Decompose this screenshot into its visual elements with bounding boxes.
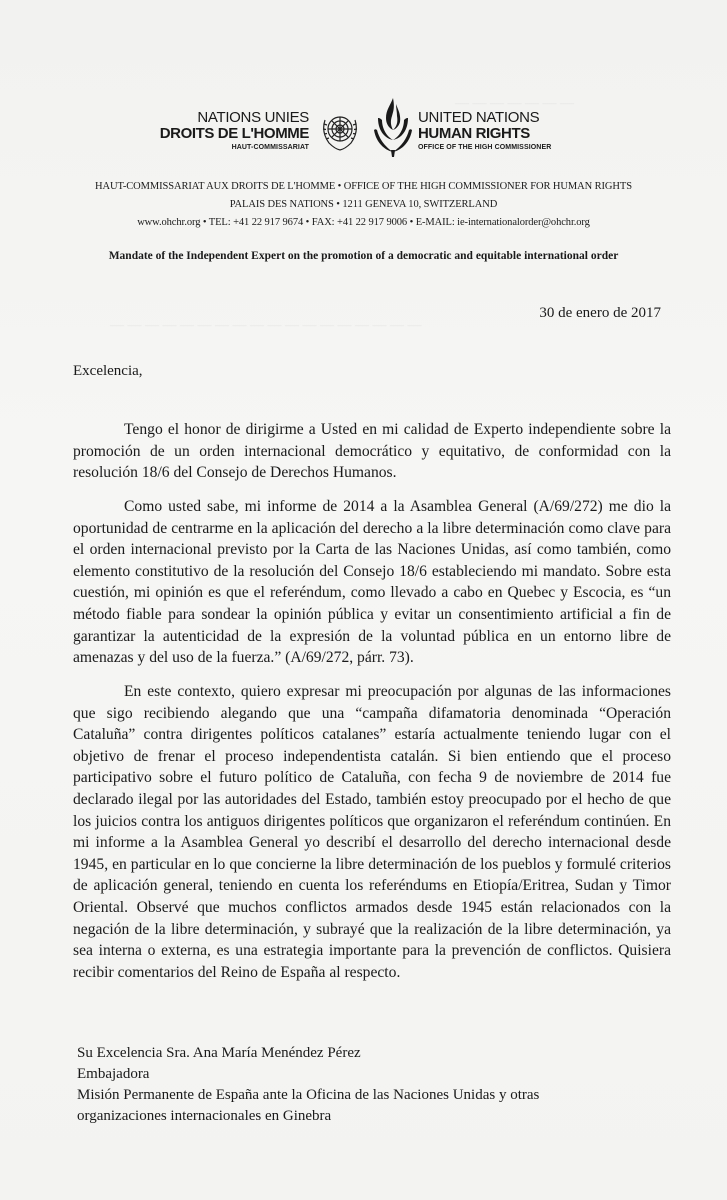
un-emblem-icon — [317, 108, 363, 154]
human-rights-flame-icon — [372, 96, 414, 158]
mandate-heading: Mandate of the Independent Expert on the promotion of a democratic and equitable international order — [108, 250, 619, 262]
letterhead-left-name: NATIONS UNIES — [197, 109, 309, 126]
bleed-through-text: — — — — — — — — [455, 96, 574, 111]
address-line-2: PALAIS DES NATIONS • 1211 GENEVA 10, SWITZERLAND — [229, 199, 498, 210]
recipient-name: Su Excelencia Sra. Ana María Menéndez Pérez — [77, 1045, 361, 1061]
letterhead-right-sub: HUMAN RIGHTS — [418, 125, 530, 142]
letterhead-english — [418, 110, 551, 151]
letterhead-right-name: UNITED NATIONS — [418, 109, 540, 126]
letterhead — [0, 88, 727, 168]
letterhead-left-small: HAUT-COMMISSARIAT — [231, 144, 309, 151]
letterhead-left-sub: DROITS DE L'HOMME — [159, 125, 309, 142]
letter-date: 30 de enero de 2017 — [539, 305, 661, 321]
body-paragraph-3: En este contexto, quiero expresar mi preocupación por algunas de las informaciones que sigo recibiendo alegando que una “campaña difamatoria denominada “Operación Cataluña” contra dirigentes políticos catalanes” estaría actualmente teniendo lugar con el objetivo de frenar el proceso independentista catalán. Si bien entiendo que el proceso participativo sobre el futuro político de Cataluña, con fecha 9 de noviembre de 2014 fue declarado ilegal por las autoridades del Estado, también estoy preocupado por el hecho de que los juicios contra los antiguos dirigentes políticos que organizaron el referéndum continúen. En mi informe a la Asamblea General yo describí el desarrollo del derecho internacional desde 1945, en particular en lo que concierne la libre determinación de los pueblos y formulé criterios de aplicación general, teniendo en cuenta los referéndums en Etiopía/Eritrea, Sudan y Timor Oriental. Observé que muchos conflictos armados desde 1945 están relacionados con la negación de la libre determinación, y subrayé que la realización de la libre determinación, ya sea interna o externa, es una estrategia importante para la prevención de conflictos. Quisiera recibir comentarios del Reino de España al respecto. — [73, 683, 671, 981]
body-paragraph-1: Tengo el honor de dirigirme a Usted en mi calidad de Experto independiente sobre la promoción de un orden internacional democrático y equitativo, de conformidad con la resolución 18/6 del Consejo de Derechos Humanos. — [73, 421, 671, 482]
salutation: Excelencia, — [73, 363, 143, 379]
letterhead-right-small: OFFICE OF THE HIGH COMMISSIONER — [418, 144, 552, 151]
bleed-through-text: — — — — — — — — — — — — — — — — — — — [110, 318, 422, 333]
letterhead-french — [160, 110, 309, 151]
recipient-block — [77, 1043, 539, 1127]
recipient-title: Embajadora — [77, 1066, 150, 1082]
recipient-mission-line-2: organizaciones internacionales en Ginebra — [77, 1108, 332, 1124]
body-paragraph-2: Como usted sabe, mi informe de 2014 a la Asamblea General (A/69/272) me dio la oportunidad de centrarme en la aplicación del derecho a la libre determinación como clave para el orden internacional previsto por la Carta de las Naciones Unidas, así como también, como elemento constitutivo de la resolución del Consejo 18/6 estableciendo mi mandato. Sobre esta cuestión, mi opinión es que el referéndum, como llevado a cabo en Quebec y Escocia, es “un método fiable para sondear la opinión pública y evitar un consentimiento artificial a fin de garantizar la autenticidad de la expresión de la voluntad pública en un entorno libre de amenazas y del uso de la fuerza.” (A/69/272, párr. 73). — [73, 498, 671, 667]
address-block — [0, 178, 727, 232]
address-line-1: HAUT-COMMISSARIAT AUX DROITS DE L'HOMME • OFFICE OF THE HIGH COMMISSIONER FOR HUMAN RIGHTS — [95, 181, 632, 192]
recipient-mission-line-1: Misión Permanente de España ante la Oficina de las Naciones Unidas y otras — [77, 1087, 540, 1103]
address-line-3: www.ohchr.org • TEL: +41 22 917 9674 • FAX: +41 22 917 9006 • E-MAIL: ie-internationalorder@ohchr.org — [137, 217, 590, 228]
